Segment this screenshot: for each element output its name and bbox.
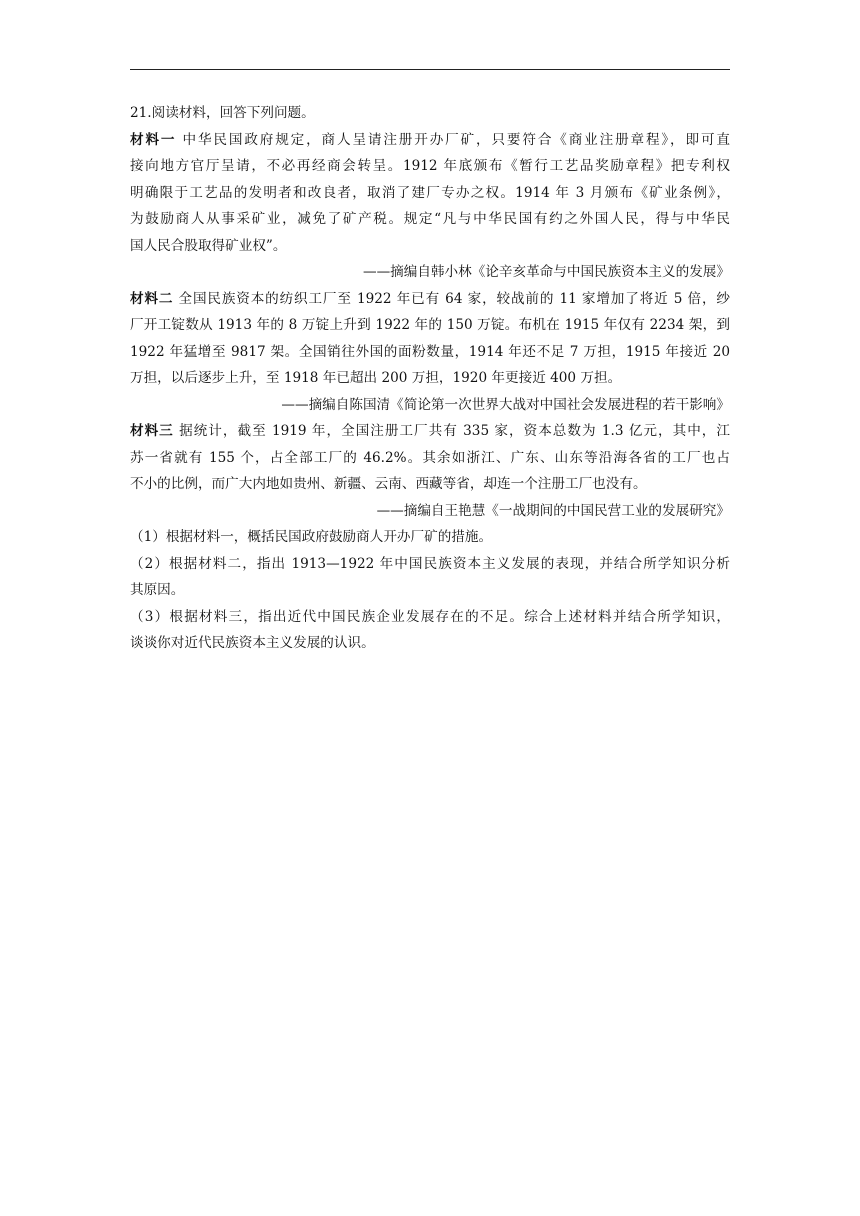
material-1-line-5: 国人民合股取得矿业权”。	[130, 237, 287, 254]
question-block	[130, 100, 730, 657]
material-1-source: ——摘编自韩小林《论辛亥革命与中国民族资本主义的发展》	[362, 264, 730, 280]
sub-question-3-line-1: （3）根据材料三，指出近代中国民族企业发展存在的不足。综合上述材料并结合所学知识，	[130, 608, 730, 625]
sub-question-2-line-1: （2）根据材料二，指出 1913—1922 年中国民族资本主义发展的表现，并结合所学知识分析	[130, 555, 730, 572]
material-2-line-1: 材料二 全国民族资本的纺织工厂至 1922 年已有 64 家，较战前的 11 家增加了将近 5 倍，纱	[130, 290, 731, 307]
material-2-line-3: 1922 年猛增至 9817 架。全国销往外国的面粉数量，1914 年还不足 7 万担，1915 年接近 20	[130, 343, 730, 360]
material-2-line-4: 万担，以后逐步上升，至 1918 年已超出 200 万担，1920 年更接近 400 万担。	[130, 370, 622, 386]
material-2-source: ——摘编自陈国清《简论第一次世界大战对中国社会发展进程的若干影响》	[281, 396, 730, 413]
material-3-label: 材料三	[130, 423, 174, 439]
material-1-line-4: 为鼓励商人从事采矿业，减免了矿产税。规定“凡与中华民国有约之外国人民，得与中华民	[130, 211, 730, 227]
material-1-line-3: 明确限于工艺品的发明者和改良者，取消了建厂专办之权。1914 年 3 月颁布《矿业条例》，	[130, 184, 730, 201]
sub-question-3-line-2: 谈谈你对近代民族资本主义发展的认识。	[130, 635, 375, 651]
material-2-label: 材料二	[130, 290, 174, 307]
material-2-line-2: 厂开工锭数从 1913 年的 8 万锭上升到 1922 年的 150 万锭。布机在 1915 年仅有 2234 架，到	[130, 317, 730, 333]
material-1-line-1: 材料一 中华民国政府规定，商人呈请注册开办厂矿，只要符合《商业注册章程》，即可直	[130, 131, 730, 148]
material-1-line-2: 接向地方官厅呈请，不必再经商会转呈。1912 年底颁布《暂行工艺品奖励章程》把专利权	[130, 158, 730, 174]
material-3-source: ——摘编自王艳慧《一战期间的中国民营工业的发展研究》	[376, 502, 730, 519]
question-heading: 21.阅读材料，回答下列问题。	[130, 105, 315, 121]
material-3-line-2: 苏一省就有 155 个，占全部工厂的 46.2%。其余如浙江、广东、山东等沿海各省的工厂也占	[130, 449, 730, 466]
material-3-line-1: 材料三 据统计，截至 1919 年，全国注册工厂共有 335 家，资本总数为 1.3 亿元，其中，江	[130, 423, 730, 439]
header-rule	[130, 69, 730, 70]
material-1-label: 材料一	[130, 131, 177, 148]
sub-question-2-line-2: 其原因。	[130, 582, 185, 598]
sub-question-1: （1）根据材料一，概括民国政府鼓励商人开办厂矿的措施。	[130, 529, 493, 545]
material-3-line-3: 不小的比例，而广大内地如贵州、新疆、云南、西藏等省，却连一个注册工厂也没有。	[130, 476, 647, 492]
